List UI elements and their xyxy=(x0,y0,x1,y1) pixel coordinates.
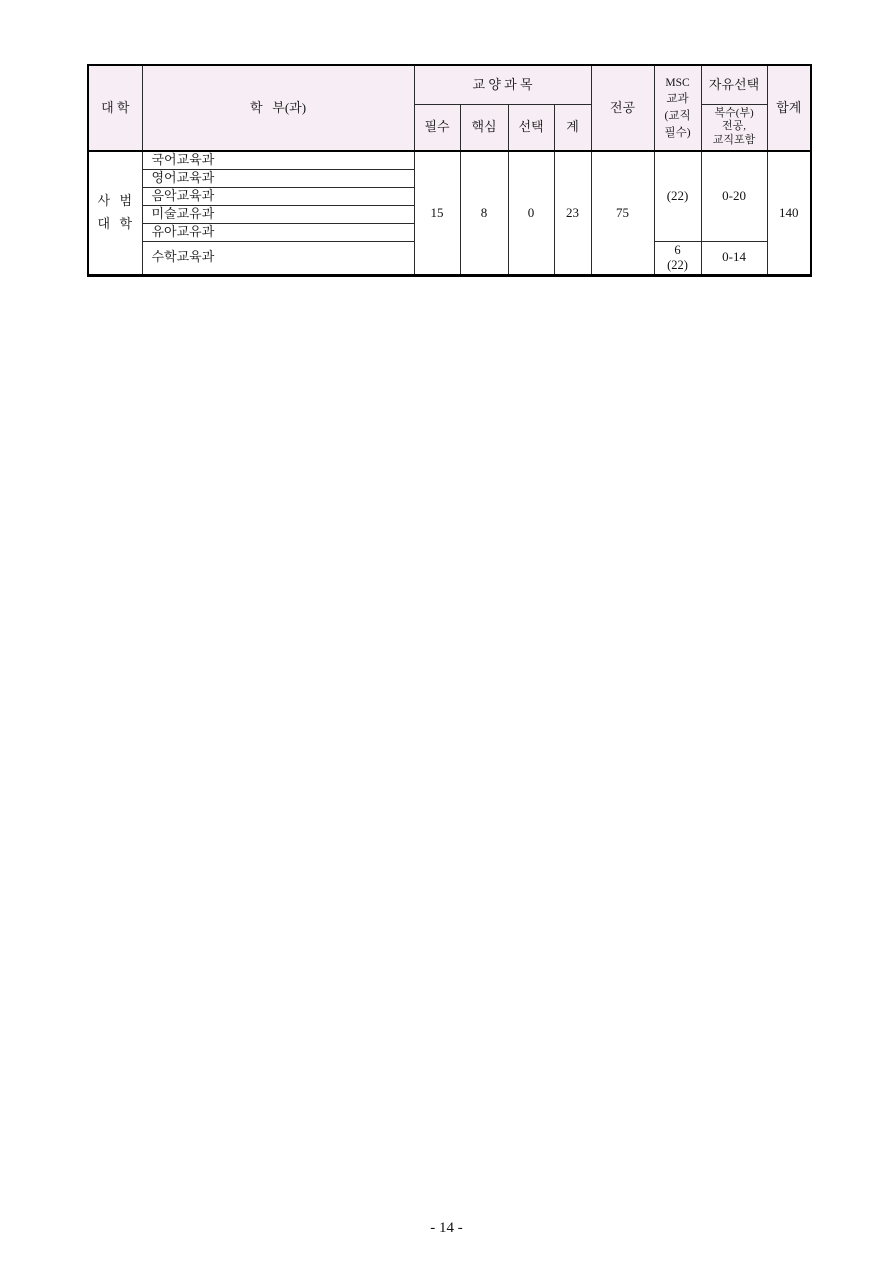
header-row-1 xyxy=(88,65,811,104)
dept-cell-math-education: 수학교육과 xyxy=(142,241,414,275)
college-line-1: 사 범 xyxy=(97,193,134,208)
header-required: 필수 xyxy=(414,104,460,151)
credit-table-container xyxy=(87,64,812,277)
table-row xyxy=(88,151,811,169)
dept-cell-music-education: 음악교육과 xyxy=(142,187,414,205)
header-msc-line-3: (교직 xyxy=(664,110,691,122)
page-number: - 14 - xyxy=(430,1220,463,1236)
dept-cell-art-education: 미술교유과 xyxy=(142,205,414,223)
header-liberal-arts-group: 교 양 과 목 xyxy=(414,65,591,104)
value-total: 140 xyxy=(767,151,811,275)
header-univ: 대 학 xyxy=(88,65,142,151)
header-free-choice: 자유선택 xyxy=(701,65,767,104)
header-elective: 선택 xyxy=(508,104,554,151)
value-major: 75 xyxy=(591,151,654,275)
value-free-group2: 0-14 xyxy=(701,241,767,275)
credit-requirements-table xyxy=(87,64,812,277)
header-core: 핵심 xyxy=(460,104,508,151)
header-total: 합계 xyxy=(767,65,811,151)
college-cell xyxy=(88,151,142,275)
header-free-sub-line-1: 복수(부) xyxy=(714,106,754,119)
header-free-choice-sub xyxy=(701,104,767,151)
header-major: 전공 xyxy=(591,65,654,151)
value-required: 15 xyxy=(414,151,460,275)
value-elective: 0 xyxy=(508,151,554,275)
header-free-sub-line-3: 교직포함 xyxy=(712,134,756,147)
header-msc-line-4: 필수) xyxy=(664,126,691,139)
header-free-sub-line-2: 전공, xyxy=(722,120,747,133)
header-msc-line-2: 교과 xyxy=(666,93,689,106)
value-msc-group2 xyxy=(654,241,701,275)
value-msc-group2-line-2: (22) xyxy=(667,257,688,272)
value-msc-group1: (22) xyxy=(654,151,701,241)
value-subtotal: 23 xyxy=(554,151,591,275)
value-msc-group2-line-1: 6 xyxy=(674,243,681,258)
dept-cell-english-education: 영어교육과 xyxy=(142,169,414,187)
college-line-2: 대 학 xyxy=(97,215,134,231)
value-core: 8 xyxy=(460,151,508,275)
header-subtotal: 계 xyxy=(554,104,591,151)
dept-cell-korean-education: 국어교육과 xyxy=(142,151,414,169)
header-msc xyxy=(654,65,701,151)
header-dept: 학 부(과) xyxy=(142,65,414,151)
value-free-group1: 0-20 xyxy=(701,151,767,241)
dept-cell-early-childhood-education: 유아교유과 xyxy=(142,223,414,241)
header-msc-line-1: MSC xyxy=(665,76,690,89)
